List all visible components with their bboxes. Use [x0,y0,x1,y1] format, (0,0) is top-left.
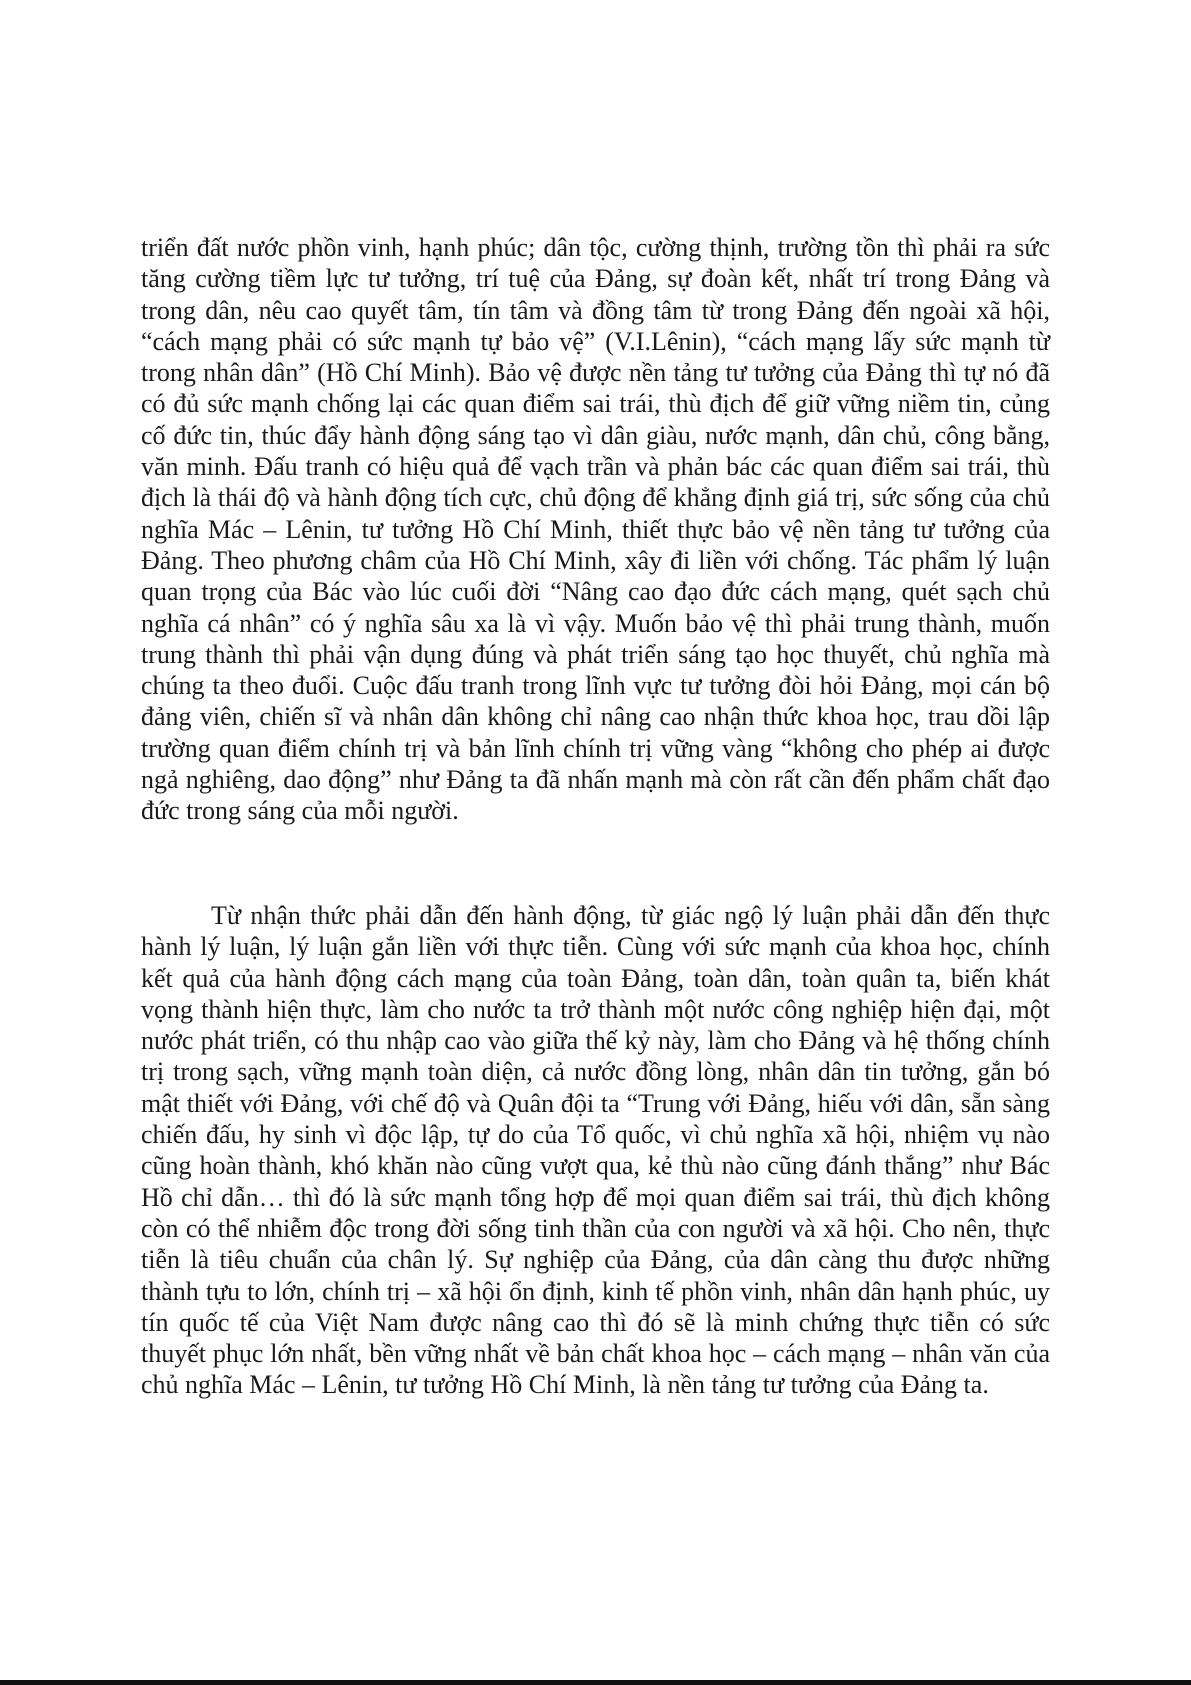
paragraph-block-1 [141,232,1050,827]
bottom-edge-line [0,1680,1191,1685]
body-paragraph-1: triển đất nước phồn vinh, hạnh phúc; dân tộc, cường thịnh, trường tồn thì phải ra sức tăng cường tiềm lực tư tưởng, trí tuệ của Đảng, sự đoàn kết, nhất trí trong Đảng và trong dân, nêu cao quyết tâm, tín tâm và đồng tâm từ trong Đảng đến ngoài xã hội, “cách mạng phải có sức mạnh tự bảo vệ” (V.I.Lênin), “cách mạng lấy sức mạnh từ trong nhân dân” (Hồ Chí Minh). Bảo vệ được nền tảng tư tưởng của Đảng thì tự nó đã có đủ sức mạnh chống lại các quan điểm sai trái, thù địch để giữ vững niềm tin, củng cố đức tin, thúc đẩy hành động sáng tạo vì dân giàu, nước mạnh, dân chủ, công bằng, văn minh. Đấu tranh có hiệu quả để vạch trần và phản bác các quan điểm sai trái, thù địch là thái độ và hành động tích cực, chủ động để khẳng định giá trị, sức sống của chủ nghĩa Mác – Lênin, tư tưởng Hồ Chí Minh, thiết thực bảo vệ nền tảng tư tưởng của Đảng. Theo phương châm của Hồ Chí Minh, xây đi liền với chống. Tác phẩm lý luận quan trọng của Bác vào lúc cuối đời “Nâng cao đạo đức cách mạng, quét sạch chủ nghĩa cá nhân” có ý nghĩa sâu xa là vì vậy. Muốn bảo vệ thì phải trung thành, muốn trung thành thì phải vận dụng đúng và phát triển sáng tạo học thuyết, chủ nghĩa mà chúng ta theo đuổi. Cuộc đấu tranh trong lĩnh vực tư tưởng đòi hỏi Đảng, mọi cán bộ đảng viên, chiến sĩ và nhân dân không chỉ nâng cao nhận thức khoa học, trau dồi lập trường quan điểm chính trị và bản lĩnh chính trị vững vàng “không cho phép ai được ngả nghiêng, dao động” như Đảng ta đã nhấn mạnh mà còn rất cần đến phẩm chất đạo đức trong sáng của mỗi người. [141,233,1050,826]
paragraph-block-2 [141,900,1050,1401]
body-paragraph-2: Từ nhận thức phải dẫn đến hành động, từ giác ngộ lý luận phải dẫn đến thực hành lý luận, lý luận gắn liền với thực tiễn. Cùng với sức mạnh của khoa học, chính kết quả của hành động cách mạng của toàn Đảng, toàn dân, toàn quân ta, biến khát vọng thành hiện thực, làm cho nước ta trở thành một nước công nghiệp hiện đại, một nước phát triển, có thu nhập cao vào giữa thế kỷ này, làm cho Đảng và hệ thống chính trị trong sạch, vững mạnh toàn diện, cả nước đồng lòng, nhân dân tin tưởng, gắn bó mật thiết với Đảng, với chế độ và Quân đội ta “Trung với Đảng, hiếu với dân, sẵn sàng chiến đấu, hy sinh vì độc lập, tự do của Tổ quốc, vì chủ nghĩa xã hội, nhiệm vụ nào cũng hoàn thành, khó khăn nào cũng vượt qua, kẻ thù nào cũng đánh thắng” như Bác Hồ chỉ dẫn… thì đó là sức mạnh tổng hợp để mọi quan điểm sai trái, thù địch không còn có thể nhiễm độc trong đời sống tinh thần của con người và xã hội. Cho nên, thực tiễn là tiêu chuẩn của chân lý. Sự nghiệp của Đảng, của dân càng thu được những thành tựu to lớn, chính trị – xã hội ổn định, kinh tế phồn vinh, nhân dân hạnh phúc, uy tín quốc tế của Việt Nam được nâng cao thì đó sẽ là minh chứng thực tiễn có sức thuyết phục lớn nhất, bền vững nhất về bản chất khoa học – cách mạng – nhân văn của chủ nghĩa Mác – Lênin, tư tưởng Hồ Chí Minh, là nền tảng tư tưởng của Đảng ta. [141,901,1050,1400]
